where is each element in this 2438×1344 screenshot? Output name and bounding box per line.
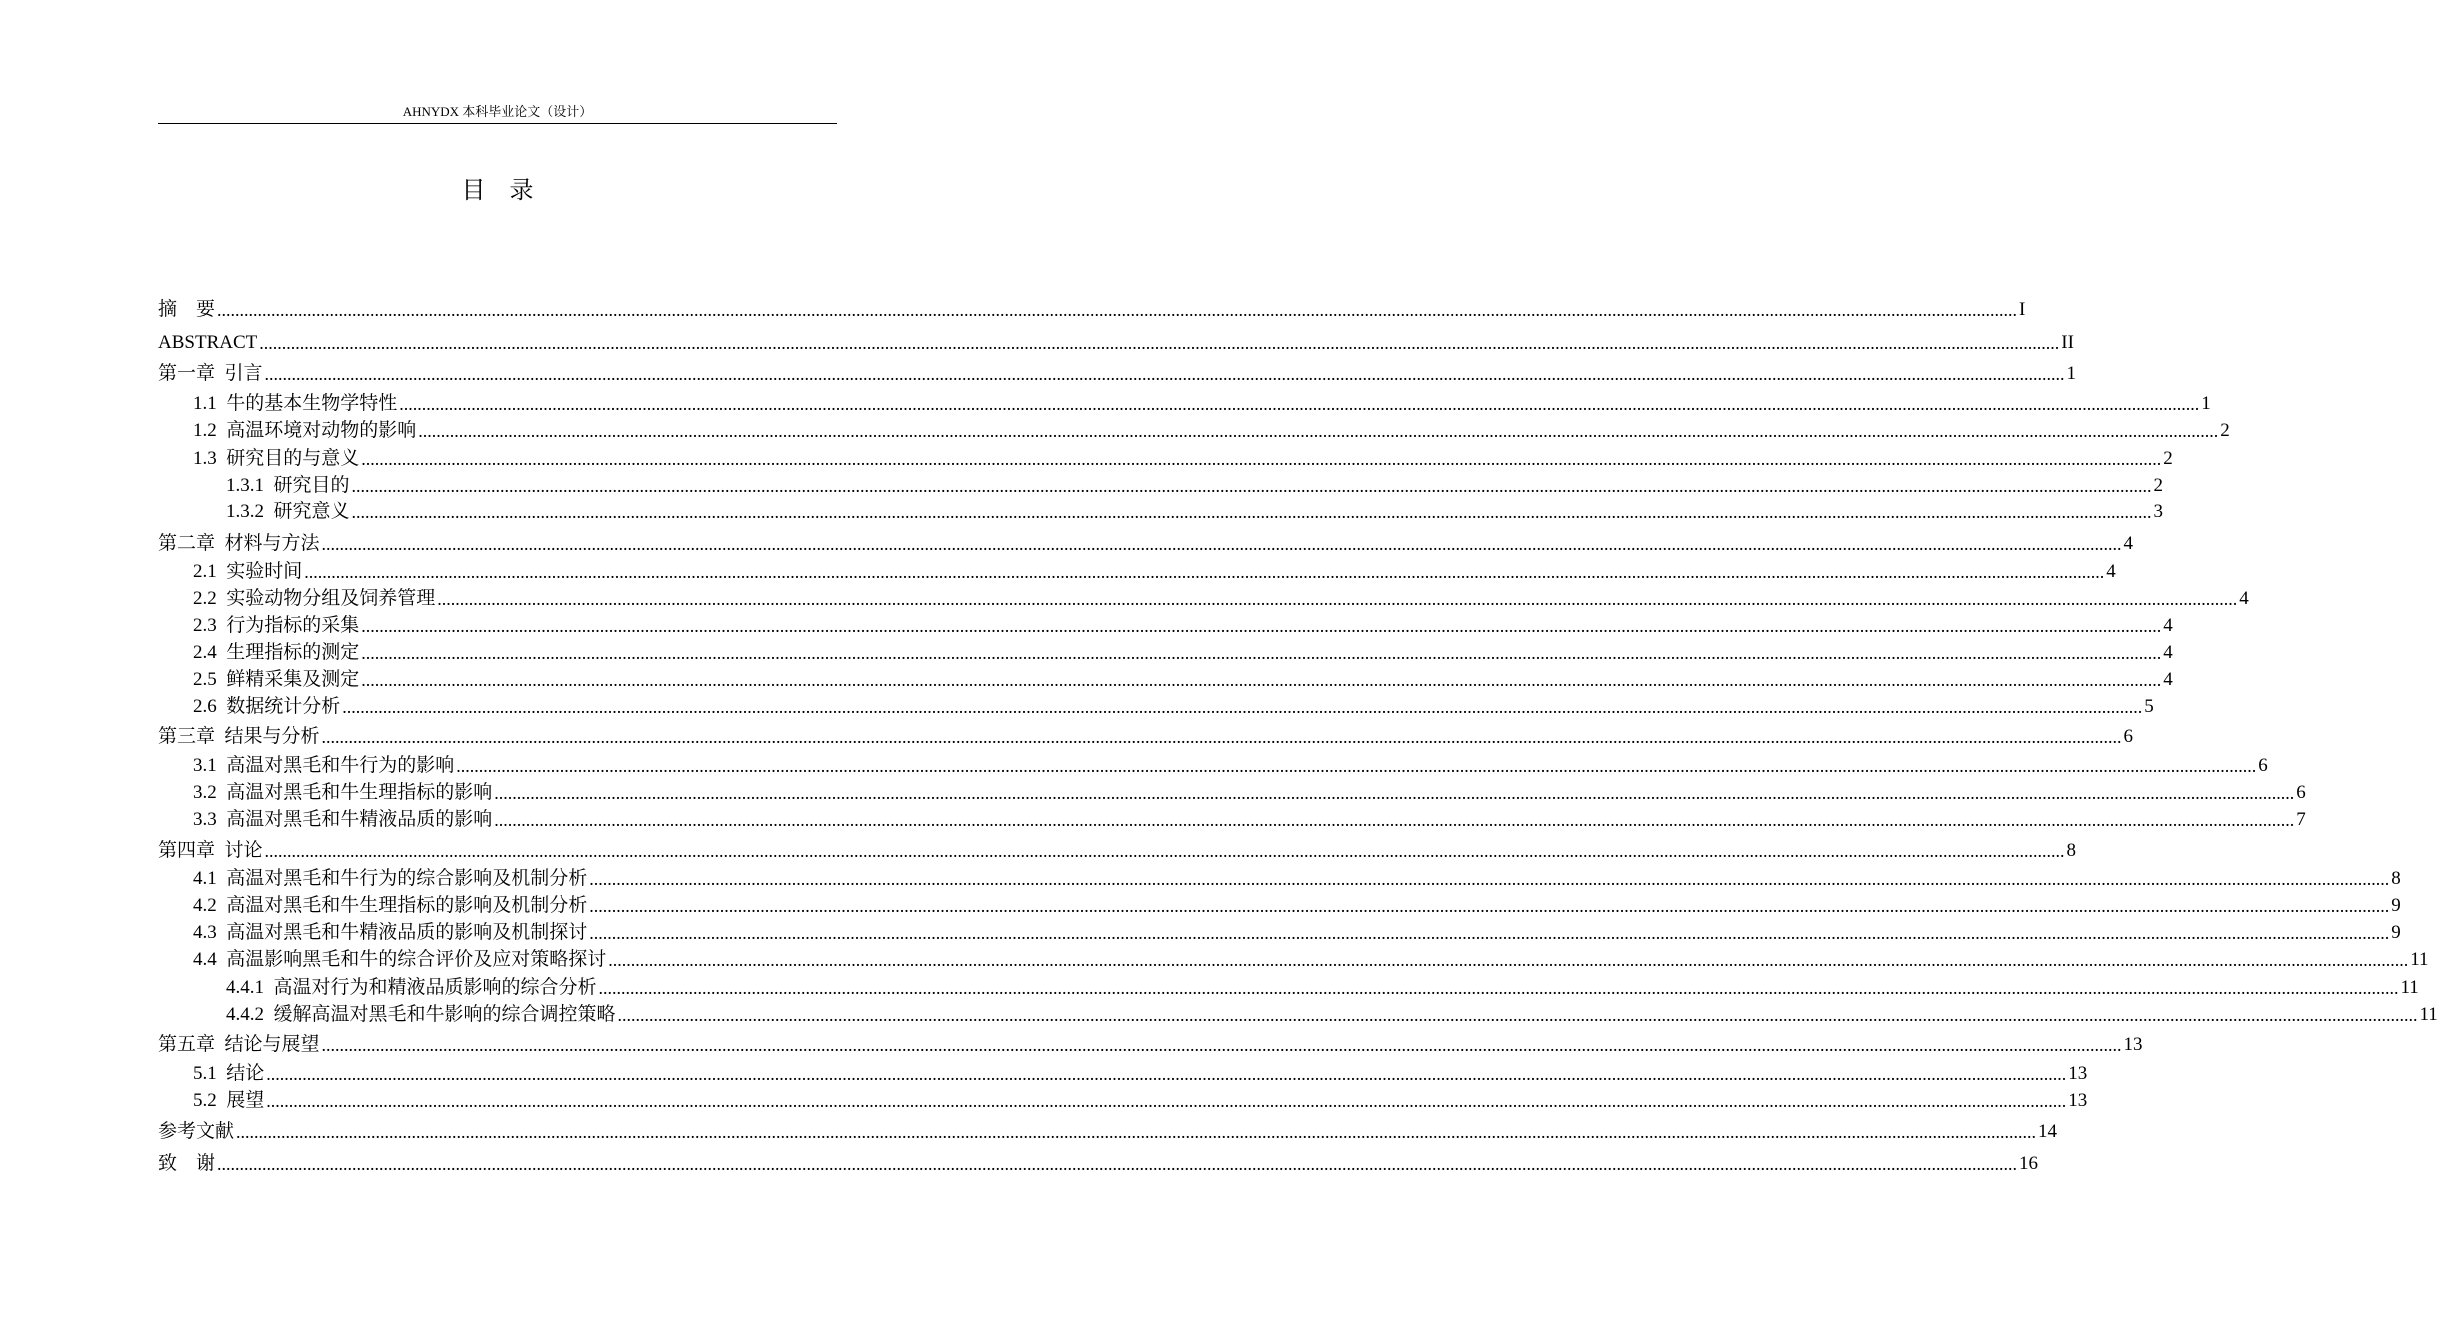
dot-leader: ................................................................................................................................................................................................................................................................................................................................................................................................................ bbox=[617, 1005, 2418, 1025]
running-header: AHNYDX 本科毕业论文（设计） bbox=[402, 104, 593, 119]
toc-entry[interactable] bbox=[158, 1118, 2058, 1144]
toc-entry-label: 4.3 高温对黑毛和牛精液品质的影响及机制探讨 bbox=[193, 922, 588, 943]
toc-entry[interactable] bbox=[193, 1087, 2088, 1113]
toc-entry-page: 7 bbox=[2296, 809, 2306, 830]
toc-entry[interactable] bbox=[193, 693, 2154, 719]
dot-leader: ................................................................................................................................................................................................................................................................................................................................................................................................................ bbox=[361, 670, 2162, 690]
toc-entry-page: 2 bbox=[2153, 475, 2164, 496]
dot-leader: ................................................................................................................................................................................................................................................................................................................................................................................................................ bbox=[321, 727, 2122, 747]
toc-entry-label: ABSTRACT bbox=[158, 332, 258, 353]
toc-entry-label: 第一章 引言 bbox=[158, 363, 263, 384]
toc-entry[interactable] bbox=[193, 390, 2211, 416]
dot-leader: ................................................................................................................................................................................................................................................................................................................................................................................................................ bbox=[399, 394, 2200, 414]
dot-leader: ................................................................................................................................................................................................................................................................................................................................................................................................................ bbox=[321, 1035, 2122, 1055]
dot-leader: ................................................................................................................................................................................................................................................................................................................................................................................................................ bbox=[264, 364, 2065, 384]
toc-entry[interactable] bbox=[193, 892, 2401, 918]
dot-leader: ................................................................................................................................................................................................................................................................................................................................................................................................................ bbox=[598, 978, 2399, 998]
toc-entry[interactable] bbox=[193, 779, 2306, 805]
toc-entry-page: 16 bbox=[2019, 1153, 2039, 1174]
dot-leader: ................................................................................................................................................................................................................................................................................................................................................................................................................ bbox=[361, 616, 2162, 636]
toc-entry-label: 2.6 数据统计分析 bbox=[193, 696, 341, 717]
toc-entry[interactable] bbox=[193, 752, 2268, 778]
toc-entry[interactable] bbox=[193, 417, 2230, 443]
toc-entry-label: 参考文献 bbox=[158, 1121, 235, 1142]
dot-leader: ................................................................................................................................................................................................................................................................................................................................................................................................................ bbox=[351, 502, 2152, 522]
toc-entry-label: 摘 要 bbox=[158, 299, 216, 320]
dot-leader: ................................................................................................................................................................................................................................................................................................................................................................................................................ bbox=[589, 923, 2390, 943]
dot-leader: ................................................................................................................................................................................................................................................................................................................................................................................................................ bbox=[494, 783, 2295, 803]
toc-entry[interactable] bbox=[158, 296, 2026, 322]
toc-entry-page: II bbox=[2061, 332, 2074, 353]
toc-entry-label: 1.2 高温环境对动物的影响 bbox=[193, 420, 417, 441]
toc-entry-page: 13 bbox=[2068, 1090, 2088, 1111]
toc-entry-page: 13 bbox=[2068, 1063, 2088, 1084]
dot-leader: ................................................................................................................................................................................................................................................................................................................................................................................................................ bbox=[266, 1091, 2067, 1111]
toc-entry-page: 6 bbox=[2258, 755, 2268, 776]
toc-entry[interactable] bbox=[193, 806, 2306, 832]
toc-entry[interactable] bbox=[226, 974, 2419, 1000]
toc-entry-page: 4 bbox=[2163, 615, 2173, 636]
toc-entry-label: 1.3.2 研究意义 bbox=[226, 501, 350, 522]
dot-leader: ................................................................................................................................................................................................................................................................................................................................................................................................................ bbox=[321, 534, 2122, 554]
toc-entry-page: 8 bbox=[2391, 868, 2401, 889]
toc-entry-label: 3.1 高温对黑毛和牛行为的影响 bbox=[193, 755, 455, 776]
toc-entry[interactable] bbox=[158, 329, 2074, 355]
toc-entry-page: 1 bbox=[2066, 363, 2077, 384]
dot-leader: ................................................................................................................................................................................................................................................................................................................................................................................................................ bbox=[589, 896, 2390, 916]
toc-entry[interactable] bbox=[158, 1031, 2143, 1057]
toc-entry-label: 1.3 研究目的与意义 bbox=[193, 448, 360, 469]
toc-entry-page: 9 bbox=[2391, 922, 2401, 943]
toc-entry-label: 致 谢 bbox=[158, 1153, 216, 1174]
toc-entry-page: 11 bbox=[2410, 949, 2429, 970]
dot-leader: ................................................................................................................................................................................................................................................................................................................................................................................................................ bbox=[361, 449, 2162, 469]
dot-leader: ................................................................................................................................................................................................................................................................................................................................................................................................................ bbox=[217, 300, 2018, 320]
dot-leader: ................................................................................................................................................................................................................................................................................................................................................................................................................ bbox=[266, 1064, 2067, 1084]
toc-entry-label: 5.2 展望 bbox=[193, 1090, 265, 1111]
toc-entry[interactable] bbox=[158, 723, 2134, 749]
toc-entry-label: 第三章 结果与分析 bbox=[158, 726, 320, 747]
toc-entry[interactable] bbox=[193, 865, 2401, 891]
dot-leader: ................................................................................................................................................................................................................................................................................................................................................................................................................ bbox=[259, 333, 2060, 353]
toc-entry-label: 1.3.1 研究目的 bbox=[226, 475, 350, 496]
dot-leader: ................................................................................................................................................................................................................................................................................................................................................................................................................ bbox=[589, 869, 2390, 889]
toc-entry-label: 4.4 高温影响黑毛和牛的综合评价及应对策略探讨 bbox=[193, 949, 607, 970]
toc-entry[interactable] bbox=[226, 498, 2164, 524]
toc-entry[interactable] bbox=[158, 360, 2077, 386]
toc-entry-page: 11 bbox=[2419, 1004, 2438, 1025]
toc-entry[interactable] bbox=[158, 530, 2134, 556]
toc-entry-label: 1.1 牛的基本生物学特性 bbox=[193, 393, 398, 414]
dot-leader: ................................................................................................................................................................................................................................................................................................................................................................................................................ bbox=[437, 589, 2238, 609]
toc-entry-label: 2.4 生理指标的测定 bbox=[193, 642, 360, 663]
toc-entry[interactable] bbox=[158, 837, 2077, 863]
toc-entry-page: 2 bbox=[2163, 448, 2173, 469]
toc-entry-page: 4 bbox=[2106, 561, 2116, 582]
toc-entry-page: 8 bbox=[2066, 840, 2077, 861]
toc-entry-label: 2.1 实验时间 bbox=[193, 561, 303, 582]
toc-entry-page: 11 bbox=[2400, 977, 2419, 998]
dot-leader: ................................................................................................................................................................................................................................................................................................................................................................................................................ bbox=[494, 810, 2295, 830]
toc-entry-page: 4 bbox=[2163, 669, 2173, 690]
toc-entry[interactable] bbox=[226, 472, 2164, 498]
toc-entry[interactable] bbox=[193, 639, 2173, 665]
dot-leader: ................................................................................................................................................................................................................................................................................................................................................................................................................ bbox=[456, 756, 2257, 776]
toc-entry-page: 6 bbox=[2296, 782, 2306, 803]
toc-entry-page: 5 bbox=[2144, 696, 2154, 717]
toc-entry-page: 4 bbox=[2123, 533, 2134, 554]
dot-leader: ................................................................................................................................................................................................................................................................................................................................................................................................................ bbox=[217, 1154, 2018, 1174]
toc-entry-label: 第四章 讨论 bbox=[158, 840, 263, 861]
dot-leader: ................................................................................................................................................................................................................................................................................................................................................................................................................ bbox=[361, 643, 2162, 663]
toc-entry-label: 4.4.2 缓解高温对黑毛和牛影响的综合调控策略 bbox=[226, 1004, 616, 1025]
dot-leader: ................................................................................................................................................................................................................................................................................................................................................................................................................ bbox=[304, 562, 2105, 582]
toc-entry[interactable] bbox=[193, 445, 2173, 471]
toc-entry[interactable] bbox=[226, 1001, 2438, 1027]
toc-entry-page: I bbox=[2019, 299, 2026, 320]
toc-entry[interactable] bbox=[193, 1060, 2088, 1086]
dot-leader: ................................................................................................................................................................................................................................................................................................................................................................................................................ bbox=[236, 1122, 2037, 1142]
toc-entry-label: 4.4.1 高温对行为和精液品质影响的综合分析 bbox=[226, 977, 597, 998]
toc-entry-label: 第五章 结论与展望 bbox=[158, 1034, 320, 1055]
toc-entry-page: 3 bbox=[2153, 501, 2164, 522]
toc-entry[interactable] bbox=[193, 585, 2249, 611]
dot-leader: ................................................................................................................................................................................................................................................................................................................................................................................................................ bbox=[608, 950, 2409, 970]
toc-entry[interactable] bbox=[193, 666, 2173, 692]
toc-entry-page: 4 bbox=[2239, 588, 2249, 609]
toc-entry[interactable] bbox=[193, 946, 2429, 972]
toc-entry-page: 13 bbox=[2123, 1034, 2143, 1055]
toc-entry[interactable] bbox=[193, 919, 2401, 945]
toc-entry-label: 5.1 结论 bbox=[193, 1063, 265, 1084]
toc-entry-page: 6 bbox=[2123, 726, 2134, 747]
dot-leader: ................................................................................................................................................................................................................................................................................................................................................................................................................ bbox=[418, 421, 2219, 441]
toc-entry-label: 3.3 高温对黑毛和牛精液品质的影响 bbox=[193, 809, 493, 830]
toc-entry[interactable] bbox=[193, 558, 2116, 584]
toc-entry-label: 4.1 高温对黑毛和牛行为的综合影响及机制分析 bbox=[193, 868, 588, 889]
dot-leader: ................................................................................................................................................................................................................................................................................................................................................................................................................ bbox=[351, 476, 2152, 496]
toc-entry-label: 第二章 材料与方法 bbox=[158, 533, 320, 554]
toc-entry-label: 4.2 高温对黑毛和牛生理指标的影响及机制分析 bbox=[193, 895, 588, 916]
toc-entry-page: 4 bbox=[2163, 642, 2173, 663]
dot-leader: ................................................................................................................................................................................................................................................................................................................................................................................................................ bbox=[342, 697, 2143, 717]
toc-title: 目录 bbox=[461, 178, 558, 204]
toc-entry-label: 2.5 鲜精采集及测定 bbox=[193, 669, 360, 690]
toc-entry-label: 2.3 行为指标的采集 bbox=[193, 615, 360, 636]
toc-entry-page: 2 bbox=[2220, 420, 2230, 441]
dot-leader: ................................................................................................................................................................................................................................................................................................................................................................................................................ bbox=[264, 841, 2065, 861]
toc-entry[interactable] bbox=[193, 612, 2173, 638]
toc-entry[interactable] bbox=[158, 1150, 2039, 1176]
toc-entry-page: 1 bbox=[2201, 393, 2211, 414]
toc-entry-page: 14 bbox=[2038, 1121, 2058, 1142]
toc-entry-page: 9 bbox=[2391, 895, 2401, 916]
toc-entry-label: 2.2 实验动物分组及饲养管理 bbox=[193, 588, 436, 609]
toc-entry-label: 3.2 高温对黑毛和牛生理指标的影响 bbox=[193, 782, 493, 803]
